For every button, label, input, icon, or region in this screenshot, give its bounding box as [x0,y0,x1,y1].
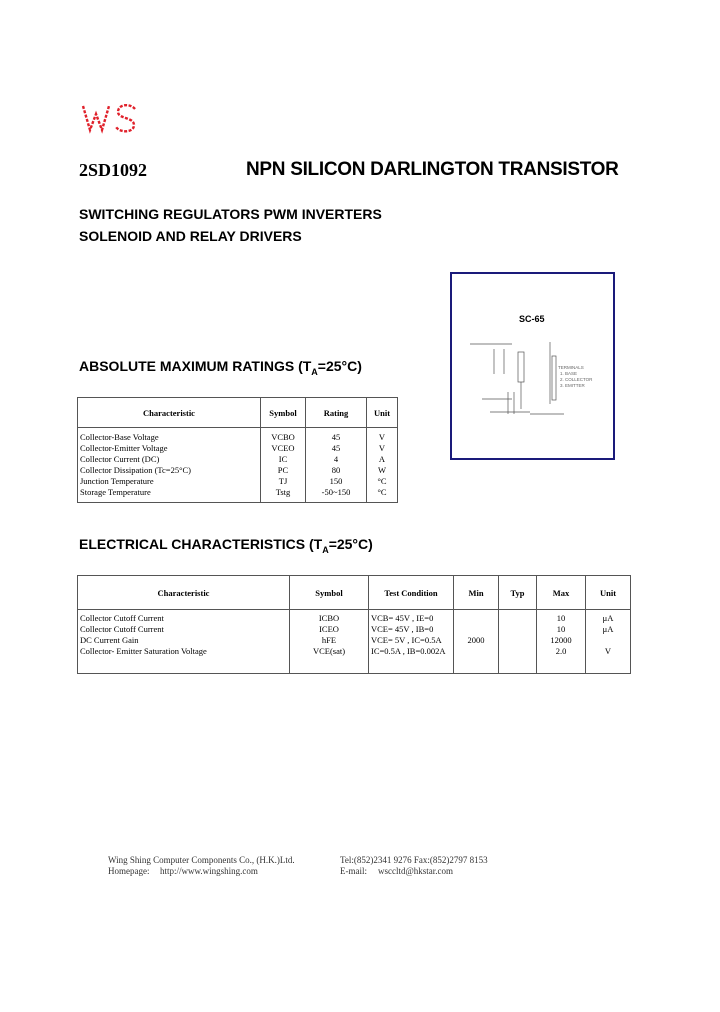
header-rating: Rating [306,398,367,428]
header-unit: Unit [586,576,631,610]
header-typ: Typ [499,576,537,610]
package-outline-box [450,272,615,460]
table-header-row [78,576,631,610]
elec-heading: ELECTRICAL CHARACTERISTICS $(T_A=25^\circ C)$ [79,536,373,555]
header-characteristic: Characteristic [78,576,290,610]
terminal-3-label: 3. EMITTER [560,383,585,388]
footer-tel-fax: Tel:(852)2341 9276 Fax:(852)2797 8153 [340,855,488,865]
table-header-row [78,398,398,428]
abs-max-heading: ABSOLUTE MAXIMUM RATINGS $(T_A=25^\circ C)$ [79,358,362,377]
table-row: Storage Temperature Tstg -50~150 °C [78,487,398,503]
table-row: Collector-Base Voltage VCBO 45 V [78,428,398,444]
company-logo [80,100,140,136]
table-row: Collector- Emitter Saturation Voltage VCE(sat) IC=0.5A , IB=0.002A 2.0 V [78,646,631,674]
footer-homepage-link[interactable]: http://www.wingshing.com [160,866,258,876]
header-unit: Unit [367,398,398,428]
table-row: Collector Dissipation (Tc=25°C) PC 80 W [78,465,398,476]
footer-email-link[interactable]: wsccltd@hkstar.com [378,866,454,876]
terminals-label: TERMINALS [558,365,584,370]
table-row: Collector Current (DC) IC 4 A [78,454,398,465]
footer-email-label: E-mail: [340,866,367,876]
table-row: Collector Cutoff Current ICEO VCE= 45V , IB=0 10 μA [78,624,631,635]
table-row: DC Current Gain hFE VCE= 5V , IC=0.5A 2000 12000 [78,635,631,646]
terminal-2-label: 2. COLLECTOR [560,377,593,382]
header-characteristic: Characteristic [78,398,261,428]
header-test-condition: Test Condition [369,576,454,610]
document-title: NPN SILICON DARLINGTON TRANSISTOR [246,159,619,180]
table-row: Junction Temperature TJ 150 °C [78,476,398,487]
footer-homepage-label: Homepage: [108,866,150,876]
header-min: Min [454,576,499,610]
package-name: SC-65 [519,314,545,324]
header-symbol: Symbol [290,576,369,610]
part-number: 2SD1092 [79,160,148,180]
application-line-2: SOLENOID AND RELAY DRIVERS [79,228,302,244]
elec-table [77,575,631,674]
header-max: Max [537,576,586,610]
application-line-1: SWITCHING REGULATORS PWM INVERTERS [79,206,382,222]
table-row: Collector-Emitter Voltage VCEO 45 V [78,443,398,454]
header-symbol: Symbol [261,398,306,428]
footer-company: Wing Shing Computer Components Co., (H.K.)Ltd. [108,855,295,865]
package-drawing [452,274,613,458]
table-row: Collector Cutoff Current ICBO VCB= 45V , IE=0 10 μA [78,610,631,625]
terminal-1-label: 1. BASE [560,371,578,376]
abs-max-table [77,397,398,503]
